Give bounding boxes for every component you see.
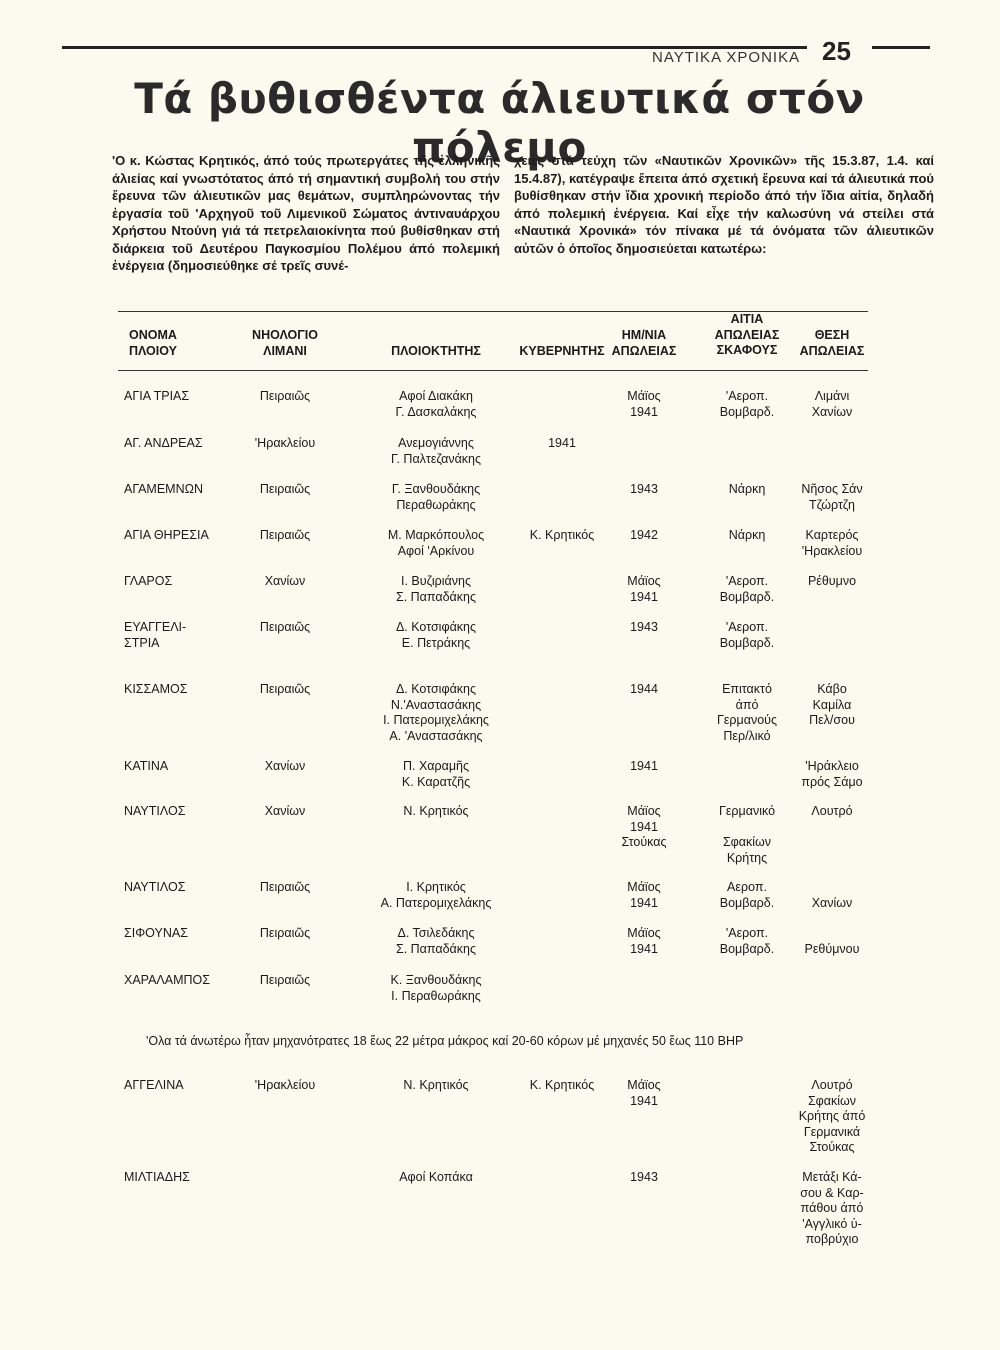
cell-ship-name: ΜΙΛΤΙΑΔΗΣ [124, 1170, 190, 1184]
cell-ship-name: ΑΓΑΜΕΜΝΩΝ [124, 482, 203, 496]
header-owner: ΠΛΟΙΟΚΤΗΤΗΣ [391, 344, 481, 358]
cell-registry-port: Πειραιῶς [259, 973, 311, 987]
cell-ship-name: ΓΛΑΡΟΣ [124, 574, 173, 588]
page-title: Τά βυθισθέντα άλιευτικά στόν πόλεμο [134, 74, 865, 172]
header-loss-date: ΗΜ/ΝΙΑ ΑΠΩΛΕΙΑΣ [611, 328, 677, 358]
cell-registry-port: Πειραιῶς [259, 682, 311, 696]
cell-registry-port: Πειραιῶς [259, 389, 311, 403]
cell-ship-name: ΕΥΑΓΓΕΛΙ- ΣΤΡΙΑ [124, 620, 187, 650]
cell-owner: Αφοί Κοπάκα [399, 1170, 473, 1184]
cell-ship-name: ΣΙΦΟΥΝΑΣ [124, 926, 188, 940]
header-rule-right [872, 46, 930, 49]
cell-loss-date: Μάϊος 1941 [627, 880, 661, 910]
cell-loss-date: 1943 [630, 620, 658, 634]
cell-loss-date: 1943 [630, 482, 658, 496]
cell-registry-port: Πειραιῶς [259, 620, 311, 634]
cell-loss-place: Λουτρό [811, 804, 853, 818]
cell-loss-cause: Γερμανικό Σφακίων Κρήτης [718, 804, 776, 865]
cell-captain: 1941 [548, 436, 576, 450]
cell-owner: Δ. Κοτσιφάκης Ν.'Αναστασάκης Ι. Πατερομιχελάκης Α. 'Αναστασάκης [383, 682, 489, 743]
cell-loss-place: 'Ηράκλειο πρός Σάμο [801, 759, 863, 789]
cell-ship-name: ΑΓΓΕΛΙΝΑ [124, 1078, 184, 1092]
cell-owner: Ανεμογιάννης Γ. Παλτεζανάκης [390, 436, 482, 466]
cell-registry-port: Χανίων [264, 804, 306, 818]
cell-owner: Ν. Κρητικός [403, 1078, 469, 1092]
cell-loss-date: Μάϊος 1941 [627, 389, 661, 419]
page-number: 25 [822, 36, 851, 66]
cell-loss-place: Λιμάνι Χανίων [811, 389, 853, 419]
cell-loss-cause: 'Αεροπ. Βομβαρδ. [719, 574, 775, 604]
cell-ship-name: ΚΑΤΙΝΑ [124, 759, 169, 773]
cell-loss-place: Ρεθύμνου [804, 941, 860, 956]
cell-loss-date: 1943 [630, 1170, 658, 1184]
cell-registry-port: 'Ηρακλείου [254, 1078, 316, 1092]
cell-owner: Γ. Ξανθουδάκης Περαθωράκης [391, 482, 481, 512]
cell-owner: Δ. Κοτσιφάκης Ε. Πετράκης [395, 620, 477, 650]
cell-loss-place: Μετάξι Κά- σου & Καρ- πάθου άπό 'Αγγλικό ὑ- ποβρύχιο [800, 1170, 864, 1246]
cell-owner: Ι. Κρητικός Α. Πατερομιχελάκης [380, 880, 492, 910]
cell-registry-port: Πειραιῶς [259, 528, 311, 542]
cell-registry-port: Πειραιῶς [259, 482, 311, 496]
intro-column-left: 'Ο κ. Κώστας Κρητικός, άπό τούς πρωτεργάτες τῆς ἐλληνικῆς άλιείας καί γνωστότατος άπό τή σημαντική συμβολή του στήν ἔρευνα τῶν άλιευτικῶν μας θεμάτων, συμπληρώνοντας τήν ἐργασία τοῦ 'Αρχηγοῦ τοῦ Λιμενικοῦ Σώματος άντιναυάρχου Χρήστου Ντούνη γιά τά πετρελαιοκίνητα πού βυθίσθηκαν στή διάρκεια τοῦ Δευτέρου Παγκοσμίου Πολέμου άπό πολεμική ἐνέργεια (δημοσιεύθηκε σέ τρεῖς συνέ- [112, 153, 500, 273]
header-loss-place: ΘΕΣΗ ΑΠΩΛΕΙΑΣ [799, 328, 865, 358]
cell-loss-cause: 'Αεροπ. Βομβαρδ. [719, 389, 775, 419]
cell-registry-port: Χανίων [264, 759, 306, 773]
table-header-rule [118, 370, 868, 371]
cell-loss-place: Καρτερός 'Ηρακλείου [801, 528, 863, 558]
cell-ship-name: ΧΑΡΑΛΑΜΠΟΣ [124, 973, 210, 987]
cell-owner: Μ. Μαρκόπουλος Αφοί 'Αρκίνου [387, 528, 485, 558]
table-note: 'Ολα τά άνωτέρω ἦταν μηχανότρατες 18 ἕως 22 μέτρα μάκρος καί 20-60 κόρων μέ μηχανές 50 ἕως 110 BHP [146, 1034, 744, 1048]
magazine-name: ΝΑΥΤΙΚΑ ΧΡΟΝΙΚΑ [652, 49, 801, 66]
cell-ship-name: ΚΙΣΣΑΜΟΣ [124, 682, 188, 696]
cell-loss-place: Ρέθυμνο [807, 574, 857, 588]
cell-loss-date: 1944 [630, 682, 658, 696]
cell-owner: Ν. Κρητικός [403, 804, 469, 818]
cell-owner: Δ. Τσιλεδάκης Σ. Παπαδάκης [395, 926, 476, 956]
cell-loss-date: 1942 [630, 528, 658, 542]
header-captain: ΚΥΒΕΡΝΗΤΗΣ [519, 344, 605, 358]
cell-registry-port: Χανίων [264, 574, 306, 588]
cell-loss-date: Μάϊος 1941 Στούκας [621, 804, 667, 849]
cell-registry-port: Πειραιῶς [259, 880, 311, 894]
cell-loss-place: Λουτρό Σφακίων Κρήτης άπό Γερμανικά Στούκας [798, 1078, 866, 1154]
cell-loss-date: Μάϊος 1941 [627, 574, 661, 604]
cell-loss-cause: Επιτακτό άπό Γερμανούς Περ/λικό [716, 682, 778, 743]
cell-loss-place: Νῆσος Σάν Τζώρτζη [801, 482, 863, 512]
cell-ship-name: ΑΓΙΑ ΘΗΡΕΣΙΑ [124, 528, 209, 542]
header-ship-name: ΟΝΟΜΑ ΠΛΟΙΟΥ [129, 328, 177, 358]
cell-loss-cause: Νάρκη [728, 482, 766, 496]
cell-ship-name: ΝΑΥΤΙΛΟΣ [124, 804, 186, 818]
cell-captain: Κ. Κρητικός [529, 528, 595, 542]
header-port: ΝΗΟΛΟΓΙΟ ΛΙΜΑΝΙ [252, 328, 318, 358]
cell-owner: Ι. Βυζιριάνης Σ. Παπαδάκης [395, 574, 476, 604]
cell-loss-cause: Αεροπ. Βομβαρδ. [719, 880, 775, 910]
cell-loss-place: Χανίων [811, 895, 853, 910]
cell-ship-name: ΑΓ. ΑΝΔΡΕΑΣ [124, 436, 203, 450]
header-loss-cause: ΑΙΤΙΑ ΑΠΩΛΕΙΑΣ ΣΚΑΦΟΥΣ [714, 312, 780, 357]
cell-registry-port: Πειραιῶς [259, 926, 311, 940]
cell-ship-name: ΝΑΥΤΙΛΟΣ [124, 880, 186, 894]
cell-loss-date: Μάϊος 1941 [627, 926, 661, 956]
cell-captain: Κ. Κρητικός [529, 1078, 595, 1092]
cell-loss-date: 1941 [630, 759, 658, 773]
cell-owner: Αφοί Διακάκη Γ. Δασκαλάκης [395, 389, 477, 419]
cell-loss-cause: 'Αεροπ. Βομβαρδ. [719, 620, 775, 650]
cell-ship-name: ΑΓΙΑ ΤΡΙΑΣ [124, 389, 190, 403]
cell-loss-place: Κάβο Καμίλα Πελ/σου [809, 682, 855, 727]
cell-loss-cause: Νάρκη [728, 528, 766, 542]
cell-registry-port: 'Ηρακλείου [254, 436, 316, 450]
cell-owner: Π. Χαραμῆς Κ. Καρατζῆς [401, 759, 471, 789]
cell-loss-cause: 'Αεροπ. Βομβαρδ. [719, 926, 775, 956]
intro-column-right: χειες στά τεύχη τῶν «Ναυτικῶν Χρονικῶν» τῆς 15.3.87, 1.4. καί 15.4.87), κατέγραψε ἔπειτα άπό σχετική ἔρευνα καί τά άλιευτικά πού βυθίσθηκαν στήν ἴδια χρονική περίοδο άπό τήν ἴδια αἰτία, δηλαδή άπό πολεμική ἐνέργεια. Καί εἶχε τήν καλωσύνη νά στείλει στά «Ναυτικά Χρονικά» τόν πίνακα μέ τά όνόματα τῶν άλιευτικῶν αὐτῶν ὁ όποῖος δημοσιεύεται κατωτέρω: [514, 153, 934, 256]
cell-owner: Κ. Ξανθουδάκης Ι. Περαθωράκης [390, 973, 482, 1003]
cell-loss-date: Μάϊος 1941 [627, 1078, 661, 1108]
